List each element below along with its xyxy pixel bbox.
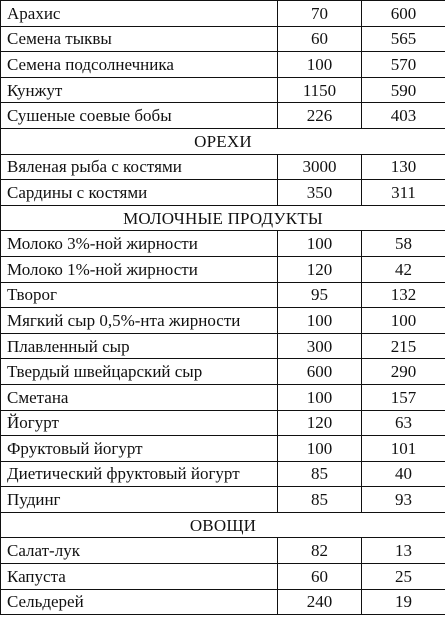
- value-a: 85: [278, 487, 362, 513]
- value-a: 3000: [278, 154, 362, 180]
- section-title: ОРЕХИ: [1, 128, 445, 154]
- food-name: Диетический фруктовый йогурт: [1, 461, 278, 487]
- value-b: 130: [362, 154, 445, 180]
- value-b: 290: [362, 359, 445, 385]
- value-b: 93: [362, 487, 445, 513]
- table-row: [1, 461, 445, 487]
- value-a: 82: [278, 538, 362, 564]
- value-a: 100: [278, 308, 362, 334]
- value-a: 100: [278, 436, 362, 462]
- table-row: [1, 282, 445, 308]
- value-a: 120: [278, 256, 362, 282]
- table-row: [1, 359, 445, 385]
- value-b: 63: [362, 410, 445, 436]
- value-a: 100: [278, 52, 362, 78]
- section-title: ОВОЩИ: [1, 512, 445, 538]
- table-row: [1, 589, 445, 615]
- table-row: [1, 26, 445, 52]
- value-a: 350: [278, 180, 362, 206]
- food-name: Капуста: [1, 564, 278, 590]
- food-name: Арахис: [1, 1, 278, 27]
- value-a: 100: [278, 231, 362, 257]
- value-b: 157: [362, 384, 445, 410]
- section-header-row: [1, 205, 445, 231]
- food-name: Сельдерей: [1, 589, 278, 615]
- value-b: 215: [362, 333, 445, 359]
- food-name: Семена тыквы: [1, 26, 278, 52]
- value-b: 570: [362, 52, 445, 78]
- table-row: [1, 487, 445, 513]
- value-a: 85: [278, 461, 362, 487]
- value-a: 100: [278, 384, 362, 410]
- table-row: [1, 410, 445, 436]
- food-name: Пудинг: [1, 487, 278, 513]
- section-header-row: [1, 128, 445, 154]
- food-name: Плавленный сыр: [1, 333, 278, 359]
- value-b: 13: [362, 538, 445, 564]
- food-name: Сушеные соевые бобы: [1, 103, 278, 129]
- value-a: 60: [278, 26, 362, 52]
- table-row: [1, 231, 445, 257]
- value-a: 120: [278, 410, 362, 436]
- value-b: 100: [362, 308, 445, 334]
- value-b: 42: [362, 256, 445, 282]
- food-name: Салат-лук: [1, 538, 278, 564]
- table-row: [1, 154, 445, 180]
- food-name: Кунжут: [1, 77, 278, 103]
- table-row: [1, 256, 445, 282]
- value-a: 95: [278, 282, 362, 308]
- food-name: Молоко 3%-ной жирности: [1, 231, 278, 257]
- food-name: Йогурт: [1, 410, 278, 436]
- section-header-row: [1, 512, 445, 538]
- value-b: 40: [362, 461, 445, 487]
- value-b: 101: [362, 436, 445, 462]
- value-b: 58: [362, 231, 445, 257]
- food-name: Сардины с костями: [1, 180, 278, 206]
- section-title: МОЛОЧНЫЕ ПРОДУКТЫ: [1, 205, 445, 231]
- food-name: Вяленая рыба с костями: [1, 154, 278, 180]
- table-row: [1, 333, 445, 359]
- table-row: [1, 52, 445, 78]
- food-name: Твердый швейцарский сыр: [1, 359, 278, 385]
- food-name: Мягкий сыр 0,5%-нта жирности: [1, 308, 278, 334]
- value-a: 600: [278, 359, 362, 385]
- table-row: [1, 436, 445, 462]
- food-name: Творог: [1, 282, 278, 308]
- value-a: 60: [278, 564, 362, 590]
- value-a: 1150: [278, 77, 362, 103]
- table-row: [1, 308, 445, 334]
- value-b: 600: [362, 1, 445, 27]
- value-b: 132: [362, 282, 445, 308]
- value-b: 590: [362, 77, 445, 103]
- food-name: Семена подсолнечника: [1, 52, 278, 78]
- table-row: [1, 180, 445, 206]
- value-a: 226: [278, 103, 362, 129]
- value-a: 240: [278, 589, 362, 615]
- food-name: Сметана: [1, 384, 278, 410]
- value-b: 403: [362, 103, 445, 129]
- value-b: 565: [362, 26, 445, 52]
- food-name: Фруктовый йогурт: [1, 436, 278, 462]
- value-b: 311: [362, 180, 445, 206]
- food-name: Молоко 1%-ной жирности: [1, 256, 278, 282]
- table-row: [1, 564, 445, 590]
- value-b: 19: [362, 589, 445, 615]
- value-b: 25: [362, 564, 445, 590]
- value-a: 70: [278, 1, 362, 27]
- table-row: [1, 77, 445, 103]
- table-row: [1, 103, 445, 129]
- table-row: [1, 1, 445, 27]
- value-a: 300: [278, 333, 362, 359]
- table-row: [1, 384, 445, 410]
- table-row: [1, 538, 445, 564]
